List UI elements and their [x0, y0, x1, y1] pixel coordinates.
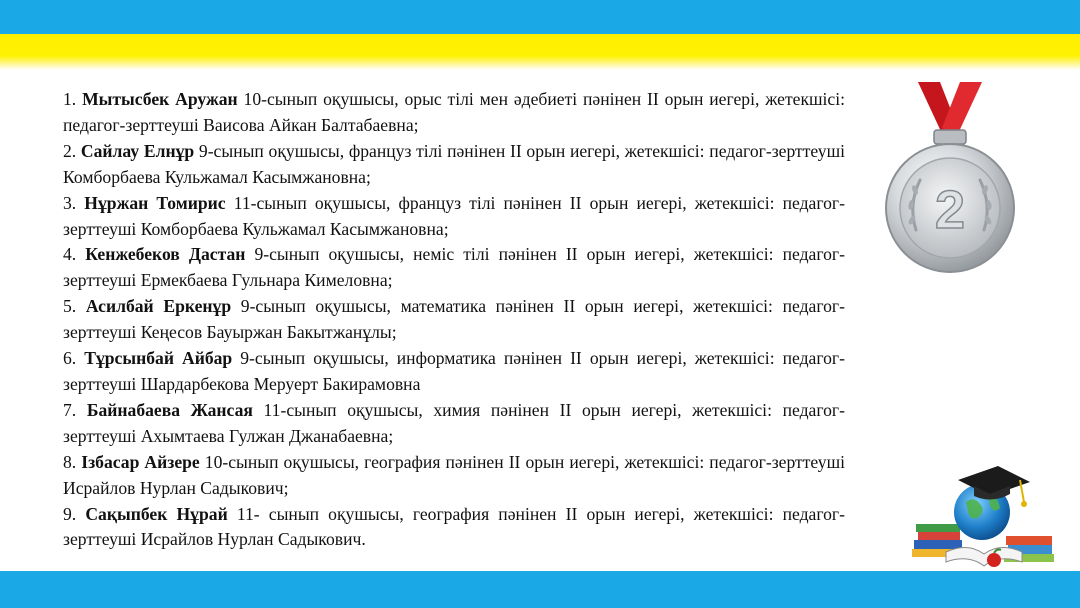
item-text: 11- сынып оқушысы, география пәнінен II орын иегері, жетекшісі: педагог-зерттеуші Исрайлов Нурлан Садыкович. [63, 503, 845, 550]
top-blue-band [0, 0, 1080, 34]
item-number: 2. [63, 140, 77, 161]
student-name: Мытысбек Аружан [82, 89, 238, 109]
item-text: 9-сынып оқушысы, француз тілі пәнінен II орын иегері, жетекшісі: педагог-зерттеуші Комборбаева Кульжамал Касымжановна; [63, 140, 845, 187]
list-item [63, 191, 845, 243]
list-item [63, 398, 845, 450]
silver-medal-icon [878, 80, 1023, 275]
list-item [63, 502, 845, 554]
item-number: 5. [63, 296, 77, 317]
student-name: Асилбай Еркенұр [85, 296, 232, 317]
student-name: Нұржан Томирис [84, 192, 226, 213]
apple [987, 553, 1001, 567]
item-number: 9. [63, 503, 77, 524]
student-name: Сақыпбек Нұрай [85, 503, 228, 524]
student-name: Ізбасар Айзере [81, 451, 200, 472]
list-item [63, 346, 845, 398]
graduation-globe-books-icon [908, 462, 1058, 572]
student-name: Кенжебеков Дастан [85, 244, 246, 265]
bottom-blue-band [0, 571, 1080, 608]
item-text: 9-сынып оқушысы, математика пәнінен II орын иегері, жетекшісі: педагог-зерттеуші Кеңесов Бауыржан Бакытжанұлы; [63, 296, 845, 343]
winners-list [63, 87, 845, 553]
item-number: 6. [63, 348, 77, 369]
list-item [63, 139, 845, 191]
item-number: 8. [63, 451, 77, 472]
list-item [63, 294, 845, 346]
item-number: 7. [63, 399, 77, 420]
item-number: 4. [63, 244, 77, 265]
item-text: 11-сынып оқушысы, химия пәнінен II орын иегері, жетекшісі: педагог-зерттеуші Ахымтаева Гулжан Джанабаевна; [63, 399, 845, 446]
top-yellow-band [0, 34, 1080, 70]
student-name: Байнабаева Жансая [86, 399, 253, 420]
item-text: 10-сынып оқушысы, орыс тілі мен әдебиеті пәнінен II орын иегері, жетекшісі: педагог-зерттеуші Ваисова Айкан Балтабаевна; [63, 89, 846, 135]
list-item [63, 242, 845, 294]
medal-clasp [934, 130, 966, 144]
item-text: 9-сынып оқушысы, информатика пәнінен II орын иегері, жетекшісі: педагог-зерттеуші Шардарбекова Меруерт Бакирамовна [63, 348, 846, 394]
item-text: 10-сынып оқушысы, география пәнінен II орын иегері, жетекшісі: педагог-зерттеуші Исрайлов Нурлан Садыкович; [63, 451, 845, 498]
item-text: 9-сынып оқушысы, неміс тілі пәнінен II орын иегері, жетекшісі: педагог-зерттеуші Ермекбаева Гульнара Кимеловна; [63, 244, 846, 291]
medal-number: 2 [934, 180, 966, 240]
item-text: 11-сынып оқушысы, француз тілі пәнінен II орын иегері, жетекшісі: педагог-зерттеуші Комборбаева Кульжамал Касымжановна; [63, 192, 845, 239]
open-book [946, 547, 1022, 566]
student-name: Сайлау Елнұр [80, 140, 195, 161]
item-number: 3. [63, 192, 77, 213]
list-item [63, 450, 845, 502]
student-name: Тұрсынбай Айбар [84, 348, 233, 369]
item-number: 1. [63, 89, 77, 109]
list-item [63, 87, 845, 139]
